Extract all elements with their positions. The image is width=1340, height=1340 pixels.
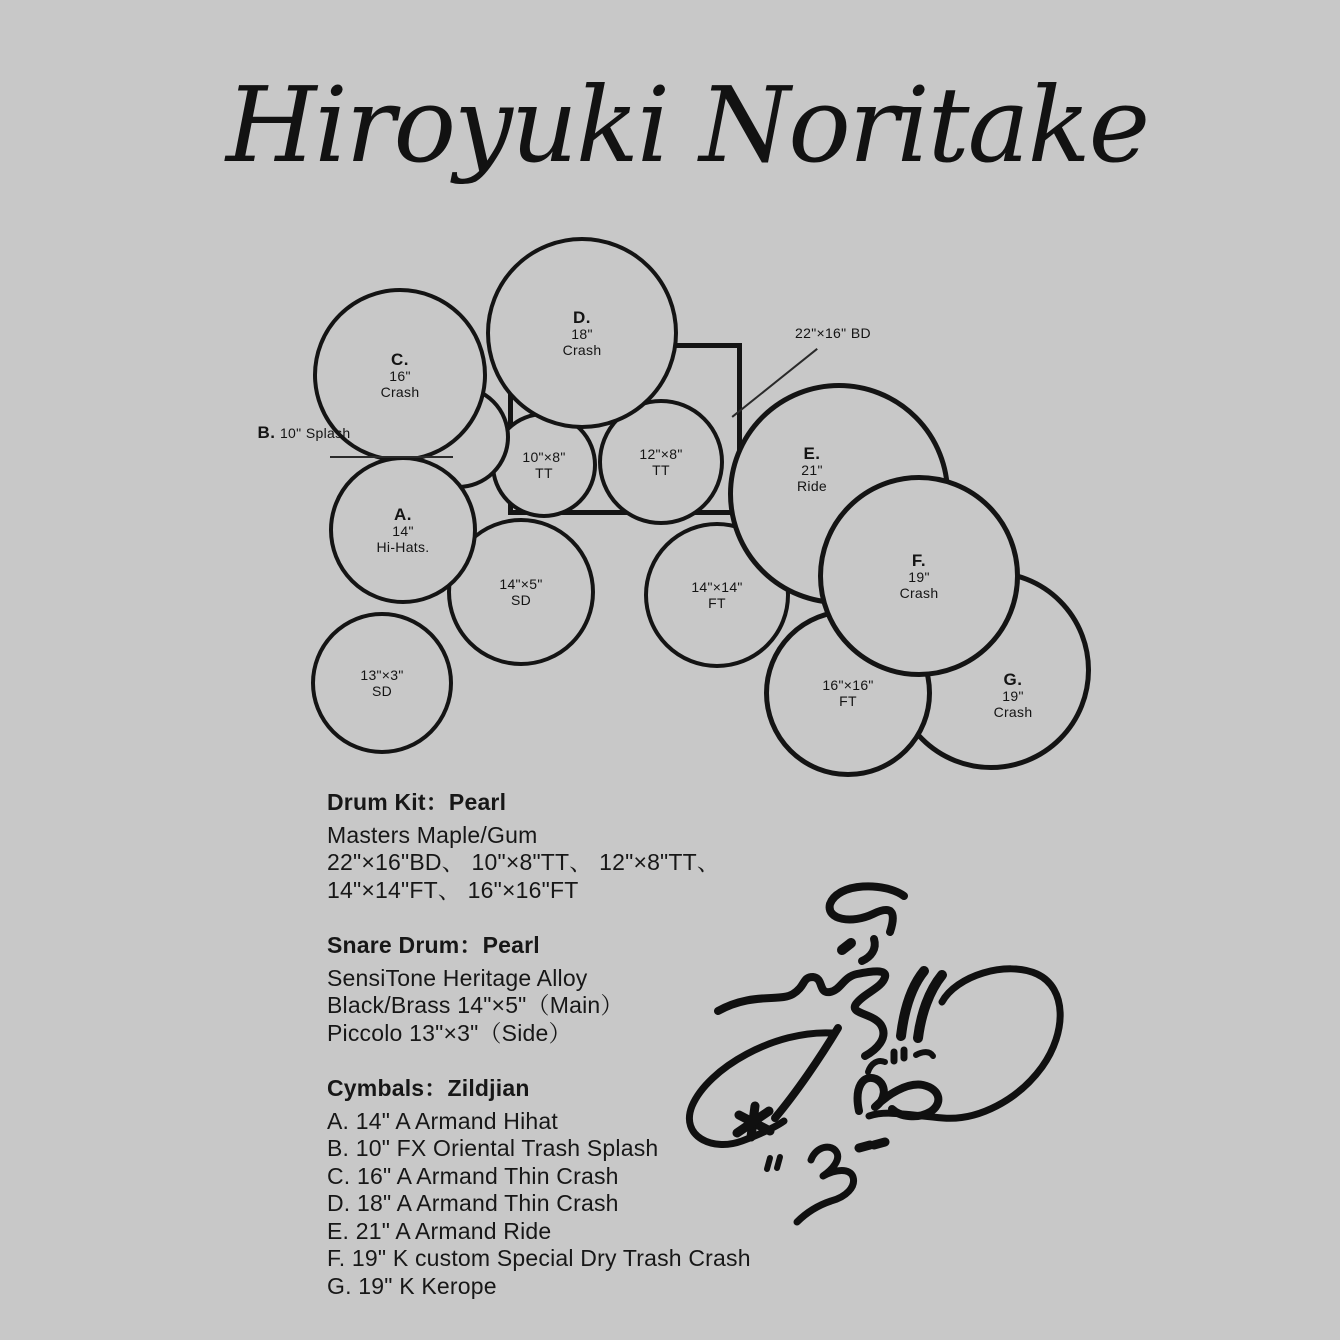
cymbal-f-crash — [818, 475, 1020, 677]
snare-main-label: 14"×5" SD — [499, 576, 543, 608]
drum-kit-line: Masters Maple/Gum — [327, 821, 538, 848]
cymbal-line: B. 10" FX Oriental Trash Splash — [327, 1135, 659, 1161]
cymbal-line: D. 18" A Armand Thin Crash — [327, 1190, 619, 1216]
snare-side-label: 13"×3" SD — [360, 667, 404, 699]
floor-tom-14-label: 14"×14" FT — [691, 579, 743, 611]
page-title: Hiroyuki Noritake — [225, 64, 1149, 186]
cymbal-line: A. 14" A Armand Hihat — [327, 1107, 558, 1134]
snare-line: Black/Brass 14"×5"（Main） — [327, 992, 624, 1018]
cymbal-d-crash — [486, 237, 678, 429]
cymbal-f-label: F. 19" Crash — [899, 550, 939, 601]
snare-line: SensiTone Heritage Alloy — [327, 964, 588, 991]
snare-line: Piccolo 13"×3"（Side） — [327, 1019, 572, 1046]
cymbal-c-label: C. 16" Crash — [380, 349, 420, 400]
cymbal-line: E. 21" A Armand Ride — [327, 1217, 552, 1244]
tom-10x8-label: 10"×8" TT — [522, 449, 566, 481]
cymbals-heading: Cymbals：Zildjian — [327, 1075, 530, 1101]
bass-drum-label: 22"×16" BD — [795, 325, 871, 341]
cymbal-e-label: E. 21" Ride — [797, 443, 827, 494]
snare-heading: Snare Drum：Pearl — [327, 932, 540, 958]
cymbal-line: F. 19" K custom Special Dry Trash Crash — [327, 1245, 751, 1271]
cymbal-b-label: B. 10" Splash — [257, 423, 351, 442]
signature-strokes — [680, 880, 1280, 1240]
tom-12x8-label: 12"×8" TT — [639, 446, 683, 478]
drum-kit-line: 22"×16"BD、 10"×8"TT、 12"×8"TT、 — [327, 849, 721, 875]
signature-autograph — [680, 880, 1280, 1240]
floor-tom-16-label: 16"×16" FT — [822, 677, 874, 709]
drum-kit-heading: Drum Kit：Pearl — [327, 789, 507, 815]
cymbal-g-label: G. 19" Crash — [993, 669, 1033, 720]
cymbal-d-label: D. 18" Crash — [562, 307, 602, 358]
cymbal-a-label: A. 14" Hi-Hats. — [376, 504, 430, 555]
splash-pointer-line — [330, 456, 453, 458]
snare-side-13x3 — [311, 612, 453, 754]
cymbal-line: C. 16" A Armand Thin Crash — [327, 1162, 619, 1189]
cymbal-line: G. 19" K Kerope — [327, 1272, 497, 1299]
drum-kit-line: 14"×14"FT、 16"×16"FT — [327, 876, 579, 903]
cymbal-a-hihats — [329, 456, 477, 604]
